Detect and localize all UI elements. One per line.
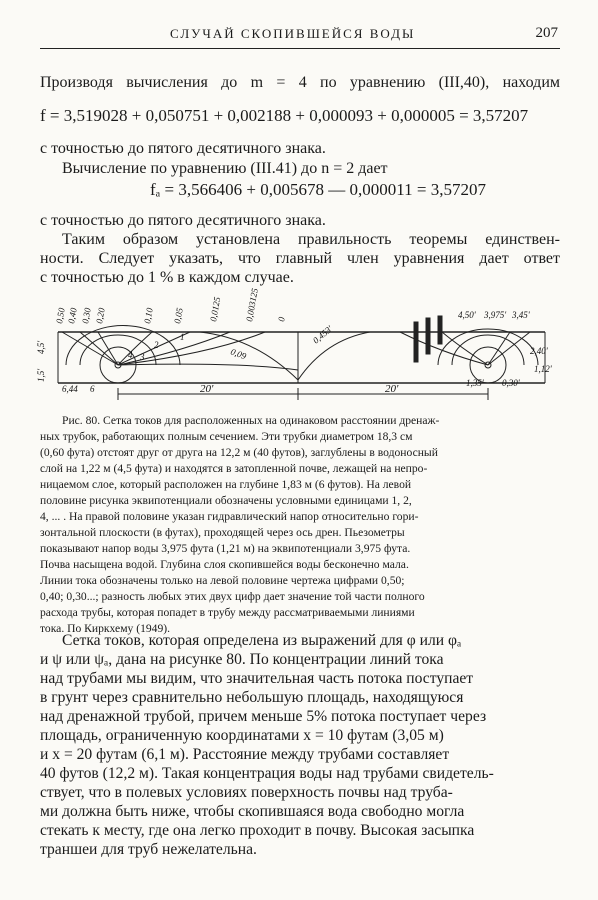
figure-caption-line: 4, ... . На правой половине указан гидравлический напор относительно гори-	[40, 510, 419, 523]
head-label: 1,35'	[466, 378, 484, 388]
streamline-label: 0,05	[172, 307, 185, 325]
figure-caption-line: Рис. 80. Сетка токов для расположенных на одинаковом расстоянии дренаж-	[62, 414, 440, 427]
body-line: площадь, ограниченную координатами x = 10 футам (3,05 м)	[40, 727, 444, 744]
depth-label: 1,5'	[36, 368, 46, 382]
streamline-label: 0,003125	[244, 287, 260, 323]
figure-caption-line: тока. По Киркхему (1949).	[40, 622, 171, 635]
body-line: стекать к месту, где она легко проходит в почву. Высокая засыпка	[40, 822, 475, 839]
body-line: над трубами мы видим, что значительная часть потока поступает	[40, 670, 474, 687]
body-line: ми должна быть ниже, чтобы скопившаяся вода свободно могла	[40, 803, 465, 820]
body-line: и ψ или ψₐ, дана на рисунке 80. По концентрации линий тока	[40, 651, 444, 668]
streamline-label: 0,50	[54, 307, 67, 325]
equation-f: f = 3,519028 + 0,050751 + 0,002188 + 0,000093 + 0,000005 = 3,57207	[40, 106, 529, 125]
head-label: 0,30'	[502, 378, 520, 388]
head-label: 3,45'	[512, 310, 530, 320]
curve-label: 0,09	[229, 346, 248, 362]
head-label: 3,975'	[484, 310, 507, 320]
flow-net-figure	[36, 287, 560, 404]
body-line: в грунт через сравнительно небольшую площадь, находящуюся	[40, 689, 464, 706]
figure-caption-line: слой на 1,22 м (4,5 фута) и находятся в затопленной почве, лежащей на непро-	[40, 462, 428, 475]
depth-label: 6	[90, 384, 95, 394]
depth-label: 4,5'	[36, 340, 46, 354]
figure-caption-line: Линии тока обозначены только на левой половине чертежа цифрами 0,50;	[40, 574, 405, 587]
body-line: ствует, что в полевых условиях поверхность почвы над труба-	[40, 784, 453, 801]
span-label: 20'	[200, 383, 214, 395]
header-title: СЛУЧАЙ СКОПИВШЕЙСЯ ВОДЫ	[170, 26, 416, 41]
streamline-label: 0,30	[80, 307, 93, 325]
equipotential-label: 1	[180, 332, 185, 342]
text-line: Таким образом установлена правильность теоремы единствен-	[62, 231, 560, 248]
figure-caption-line: 0,40; 0,30...; разность любых этих двух цифр дает значение той части полного	[40, 590, 425, 603]
streamline-label: 0,0125	[208, 296, 223, 323]
text-line: с точностью до пятого десятичного знака.	[40, 212, 326, 229]
running-header	[40, 24, 560, 49]
figure-caption-line: расхода трубы, которая попадет в трубу между рассматриваемыми линиями	[40, 606, 415, 619]
figure-caption-line: показывают напор воды 3,975 фута (1,21 м) на эквипотенциали 3,975 фута.	[40, 542, 411, 555]
body-line: над дренажной трубой, причем меньше 5% потока поступает через	[40, 708, 487, 725]
text-line: Производя вычисления до m = 4 по уравнению (III,40), находим	[40, 74, 560, 91]
equipotential-label: 3	[140, 352, 145, 362]
body-line: Сетка токов, которая определена из выражений для φ или φₐ	[62, 632, 462, 649]
depth-label: 6,44	[62, 384, 78, 394]
text-line: Вычисление по уравнению (III.41) до n = 2 дает	[62, 160, 388, 177]
span-label: 20'	[385, 383, 399, 395]
equipotential-label: 2	[154, 340, 159, 350]
text-line: ности. Следует указать, что главный член уравнения дает ответ	[40, 250, 560, 267]
body-line: 40 футов (12,2 м). Такая концентрация воды над трубами свидетель-	[40, 765, 494, 782]
text-line: с точностью до пятого десятичного знака.	[40, 140, 326, 157]
head-label: 1,12'	[534, 364, 552, 374]
body-line: траншеи для труб нежелательна.	[40, 841, 257, 858]
figure-caption-line: зонтальной плоскости (в футах), проходящей через ось дрен. Пьезометры	[40, 526, 405, 539]
head-label: 4,50'	[458, 310, 476, 320]
equipotential-label: 4	[128, 350, 133, 360]
figure-caption-line: ницаемом слое, который расположен на глубине 1,83 м (6 футов). На левой	[40, 478, 412, 491]
streamline-label: 0,20	[94, 307, 107, 325]
streamline-label: 0,40	[66, 307, 79, 325]
figure-caption-line: половине рисунка эквипотенциали обозначены условными единицами 1, 2,	[40, 494, 412, 507]
page-number: 207	[535, 25, 558, 41]
figure-caption-line: Почва насыщена водой. Глубина слоя скопившейся воды бесконечно мала.	[40, 558, 409, 571]
body-line: и x = 20 футам (6,1 м). Расстояние между трубами составляет	[40, 746, 450, 763]
streamline-label: 0	[276, 316, 287, 323]
text-line: с точностью до 1 % в каждом случае.	[40, 269, 294, 286]
streamline-label: 0,10	[142, 307, 155, 325]
head-label: 0,453'	[310, 323, 335, 346]
head-label: 2,40'	[530, 346, 548, 356]
equation-fa: fₐ = 3,566406 + 0,005678 — 0,000011 = 3,57207	[150, 180, 486, 199]
figure-caption-line: ных трубок, работающих полным сечением. Эти трубки диаметром 18,3 см	[40, 430, 413, 443]
figure-caption-line: (0,60 фута) отстоят друг от друга на 12,2 м (40 футов), заглублены в водоносный	[40, 446, 438, 459]
